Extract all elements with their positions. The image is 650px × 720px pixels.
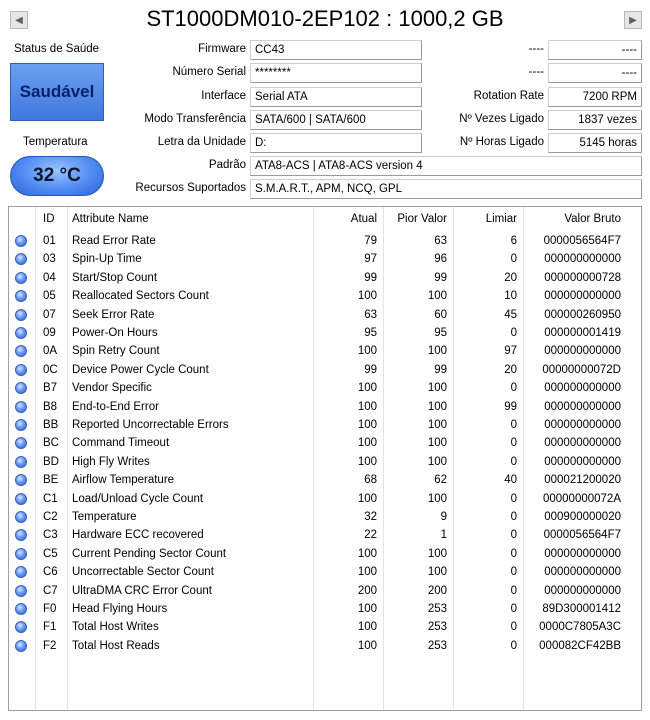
drive-title: ST1000DM010-2EP102 : 1000,2 GB [146,6,504,31]
row-attribute-name: Spin-Up Time [72,253,142,266]
status-dot-icon [15,529,27,541]
row-current: 100 [357,566,377,579]
row-attribute-name: Spin Retry Count [72,345,160,358]
table-row[interactable] [9,232,641,250]
row-threshold: 0 [510,639,517,652]
row-raw-value: 000000260950 [544,308,621,321]
status-dot-icon [15,566,27,578]
row-current: 99 [364,271,377,284]
row-threshold: 45 [504,308,517,321]
row-id: BB [43,419,59,431]
row-raw-value: 0000C7805A3C [539,621,621,634]
row-raw-value: 0000056564F7 [543,235,621,247]
serial-field: ******** [250,63,422,83]
row-threshold: 10 [504,290,517,303]
row-id: B8 [43,400,58,413]
row-worst: 100 [427,382,447,395]
transfer-mode-label: Modo Transferência [144,113,246,125]
row-id: F0 [43,603,57,615]
row-current: 95 [364,327,377,339]
row-worst: 9 [440,511,447,523]
status-dot-icon [15,640,27,652]
row-attribute-name: Hardware ECC recovered [72,529,204,542]
row-current: 200 [357,584,377,597]
row-attribute-name: Total Host Reads [72,639,160,652]
column-header-current[interactable]: Atual [350,213,377,225]
row-current: 97 [364,253,377,266]
row-attribute-name: Read Error Rate [72,235,156,247]
row-attribute-name: Current Pending Sector Count [72,547,227,560]
rotation-rate-field: 7200 RPM [548,87,642,107]
firmware-field: CC43 [250,40,422,60]
row-id: C2 [43,511,58,523]
row-current: 100 [357,455,377,468]
row-attribute-name: Reported Uncorrectable Errors [72,419,229,431]
row-worst: 100 [427,290,447,303]
row-raw-value: 0000056564F7 [543,529,621,542]
row-attribute-name: Load/Unload Cycle Count [72,492,204,505]
standard-label: Padrão [208,159,246,171]
health-status-button[interactable] [10,63,104,121]
temperature-button[interactable] [10,156,104,196]
row-worst: 63 [434,235,447,247]
features-label: Recursos Suportados [135,182,246,194]
table-row[interactable] [9,361,641,379]
row-id: BE [43,474,59,487]
row-threshold: 0 [510,419,517,431]
status-dot-icon [15,272,27,284]
blank-field-1: ---- [548,40,642,60]
row-threshold: 0 [510,437,517,450]
column-header-raw-value[interactable]: Valor Bruto [564,213,621,225]
row-attribute-name: Power-On Hours [72,327,158,339]
table-row[interactable] [9,600,641,618]
row-current: 100 [357,437,377,450]
table-row[interactable] [9,508,641,526]
table-row[interactable] [9,545,641,563]
row-current: 68 [364,474,377,487]
status-dot-icon [15,493,27,505]
row-threshold: 0 [510,327,517,339]
row-current: 32 [364,511,377,523]
row-current: 22 [364,529,377,542]
row-worst: 100 [427,437,447,450]
row-raw-value: 000000000000 [544,547,621,560]
table-row[interactable] [9,269,641,287]
row-threshold: 0 [510,455,517,468]
row-raw-value: 000000000000 [544,382,621,395]
row-id: 01 [43,235,56,247]
row-id: 07 [43,308,56,321]
row-raw-value: 000000000000 [544,253,621,266]
row-current: 100 [357,345,377,358]
row-attribute-name: Vendor Specific [72,382,152,395]
row-worst: 96 [434,253,447,266]
drive-letter-field: D: [250,133,422,153]
temperature-label: Temperatura [23,136,88,148]
row-raw-value: 000000000000 [544,345,621,358]
row-worst: 100 [427,492,447,505]
row-worst: 100 [427,419,447,431]
row-worst: 100 [427,566,447,579]
row-threshold: 0 [510,547,517,560]
table-row[interactable] [9,287,641,305]
row-worst: 100 [427,547,447,560]
table-row[interactable] [9,250,641,268]
row-attribute-name: UltraDMA CRC Error Count [72,584,212,597]
row-worst: 95 [434,327,447,339]
status-dot-icon [15,345,27,357]
column-header-worst[interactable]: Pior Valor [397,213,447,225]
row-threshold: 97 [504,345,517,358]
features-field: S.M.A.R.T., APM, NCQ, GPL [250,179,642,199]
row-id: C1 [43,492,58,505]
drive-letter-label: Letra da Unidade [157,136,246,148]
row-id: 09 [43,327,56,339]
status-dot-icon [15,382,27,394]
row-raw-value: 000000000728 [544,271,621,284]
row-threshold: 0 [510,382,517,395]
triangle-left-icon: ◀ [15,14,23,26]
row-worst: 253 [427,639,447,652]
power-on-hours-label: Nº Horas Ligado [459,136,544,148]
row-worst: 99 [434,363,447,376]
table-row[interactable] [9,342,641,360]
row-current: 100 [357,547,377,560]
row-threshold: 0 [510,621,517,634]
status-dot-icon [15,456,27,468]
status-dot-icon [15,327,27,339]
interface-label: Interface [201,90,246,102]
row-raw-value: 000021200020 [544,474,621,487]
row-attribute-name: Head Flying Hours [72,603,168,615]
status-dot-icon [15,437,27,449]
table-row[interactable] [9,471,641,489]
status-dot-icon [15,290,27,302]
row-raw-value: 89D300001412 [542,603,621,615]
row-current: 63 [364,308,377,321]
row-attribute-name: End-to-End Error [72,400,159,413]
row-attribute-name: Command Timeout [72,437,170,450]
row-raw-value: 000000000000 [544,455,621,468]
row-id: B7 [43,382,58,395]
power-on-hours-field: 5145 horas [548,133,642,153]
row-id: 04 [43,271,56,284]
row-threshold: 0 [510,511,517,523]
row-current: 99 [364,363,377,376]
row-threshold: 99 [504,400,517,413]
row-id: 05 [43,290,56,303]
row-worst: 100 [427,455,447,468]
row-threshold: 20 [504,363,517,376]
row-threshold: 0 [510,584,517,597]
table-row[interactable] [9,582,641,600]
row-worst: 99 [434,271,447,284]
table-row[interactable] [9,416,641,434]
row-attribute-name: Uncorrectable Sector Count [72,566,214,579]
row-worst: 200 [427,584,447,597]
next-drive-button[interactable] [624,11,642,29]
row-id: C7 [43,584,58,597]
row-worst: 62 [434,474,447,487]
table-row[interactable] [9,526,641,544]
row-current: 100 [357,290,377,303]
row-raw-value: 000000000000 [544,584,621,597]
rotation-rate-label: Rotation Rate [473,90,544,102]
row-id: C6 [43,566,58,579]
row-id: 0C [43,363,58,376]
row-id: BD [43,455,59,468]
serial-label: Número Serial [172,66,246,78]
row-current: 100 [357,400,377,413]
power-on-count-label: Nº Vezes Ligado [459,113,544,125]
temperature-value: 32 °C [33,165,81,186]
row-attribute-name: High Fly Writes [72,455,150,468]
health-status-label: Status de Saúde [14,43,100,55]
status-dot-icon [15,603,27,615]
status-dot-icon [15,235,27,247]
interface-field: Serial ATA [250,87,422,107]
row-worst: 100 [427,345,447,358]
status-dot-icon [15,621,27,633]
row-worst: 1 [440,529,447,542]
blank-label-2: ---- [528,66,544,78]
row-threshold: 0 [510,566,517,579]
row-id: BC [43,437,59,450]
status-dot-icon [15,309,27,321]
row-attribute-name: Start/Stop Count [72,271,158,284]
power-on-count-field: 1837 vezes [548,110,642,130]
row-threshold: 0 [510,253,517,266]
row-current: 100 [357,419,377,431]
status-dot-icon [15,474,27,486]
status-dot-icon [15,585,27,597]
table-row[interactable] [9,563,641,581]
row-threshold: 40 [504,474,517,487]
table-row[interactable] [9,490,641,508]
row-attribute-name: Total Host Writes [72,621,159,634]
row-raw-value: 000000000000 [544,419,621,431]
transfer-mode-field: SATA/600 | SATA/600 [250,110,422,130]
standard-field: ATA8-ACS | ATA8-ACS version 4 [250,156,642,176]
row-id: 03 [43,253,56,266]
row-raw-value: 000000000000 [544,290,621,303]
row-current: 79 [364,235,377,247]
row-raw-value: 000000000000 [544,437,621,450]
triangle-right-icon: ▶ [629,14,637,26]
firmware-label: Firmware [198,43,246,55]
blank-field-2: ---- [548,63,642,83]
row-threshold: 20 [504,271,517,284]
row-worst: 253 [427,621,447,634]
column-header-threshold[interactable]: Limiar [485,213,517,225]
row-id: F1 [43,621,57,634]
row-current: 100 [357,492,377,505]
row-id: C3 [43,529,58,542]
table-row[interactable] [9,379,641,397]
row-raw-value: 00000000072A [542,492,621,505]
row-attribute-name: Seek Error Rate [72,308,155,321]
health-status-value: Saudável [19,82,95,101]
blank-label-1: ---- [528,43,544,55]
table-row[interactable] [9,618,641,636]
row-attribute-name: Reallocated Sectors Count [72,290,209,303]
row-current: 100 [357,639,377,652]
row-raw-value: 000082CF42BB [539,639,621,652]
status-dot-icon [15,401,27,413]
row-current: 100 [357,603,377,615]
status-dot-icon [15,364,27,376]
table-row[interactable] [9,453,641,471]
row-current: 100 [357,621,377,634]
row-raw-value: 000900000020 [544,511,621,523]
row-worst: 60 [434,308,447,321]
status-dot-icon [15,253,27,265]
table-row[interactable] [9,306,641,324]
row-raw-value: 000000001419 [544,327,621,339]
row-id: 0A [43,345,58,358]
row-worst: 100 [427,400,447,413]
table-header [9,210,641,228]
row-id: F2 [43,639,57,652]
row-threshold: 6 [510,235,517,247]
table-row[interactable] [9,434,641,452]
row-attribute-name: Device Power Cycle Count [72,363,209,376]
table-row[interactable] [9,324,641,342]
row-raw-value: 00000000072D [542,363,621,376]
table-row[interactable] [9,637,641,655]
row-raw-value: 000000000000 [544,400,621,413]
column-header-attribute-name[interactable]: Attribute Name [72,213,149,225]
row-threshold: 0 [510,603,517,615]
column-header-id[interactable]: ID [43,213,55,225]
row-raw-value: 000000000000 [544,566,621,579]
status-dot-icon [15,511,27,523]
status-dot-icon [15,548,27,560]
row-worst: 253 [427,603,447,615]
row-current: 100 [357,382,377,395]
row-attribute-name: Temperature [72,511,137,523]
smart-attributes-table[interactable] [8,206,642,711]
row-id: C5 [43,547,58,560]
row-threshold: 0 [510,529,517,542]
row-attribute-name: Airflow Temperature [72,474,175,487]
table-row[interactable] [9,398,641,416]
status-dot-icon [15,419,27,431]
row-threshold: 0 [510,492,517,505]
